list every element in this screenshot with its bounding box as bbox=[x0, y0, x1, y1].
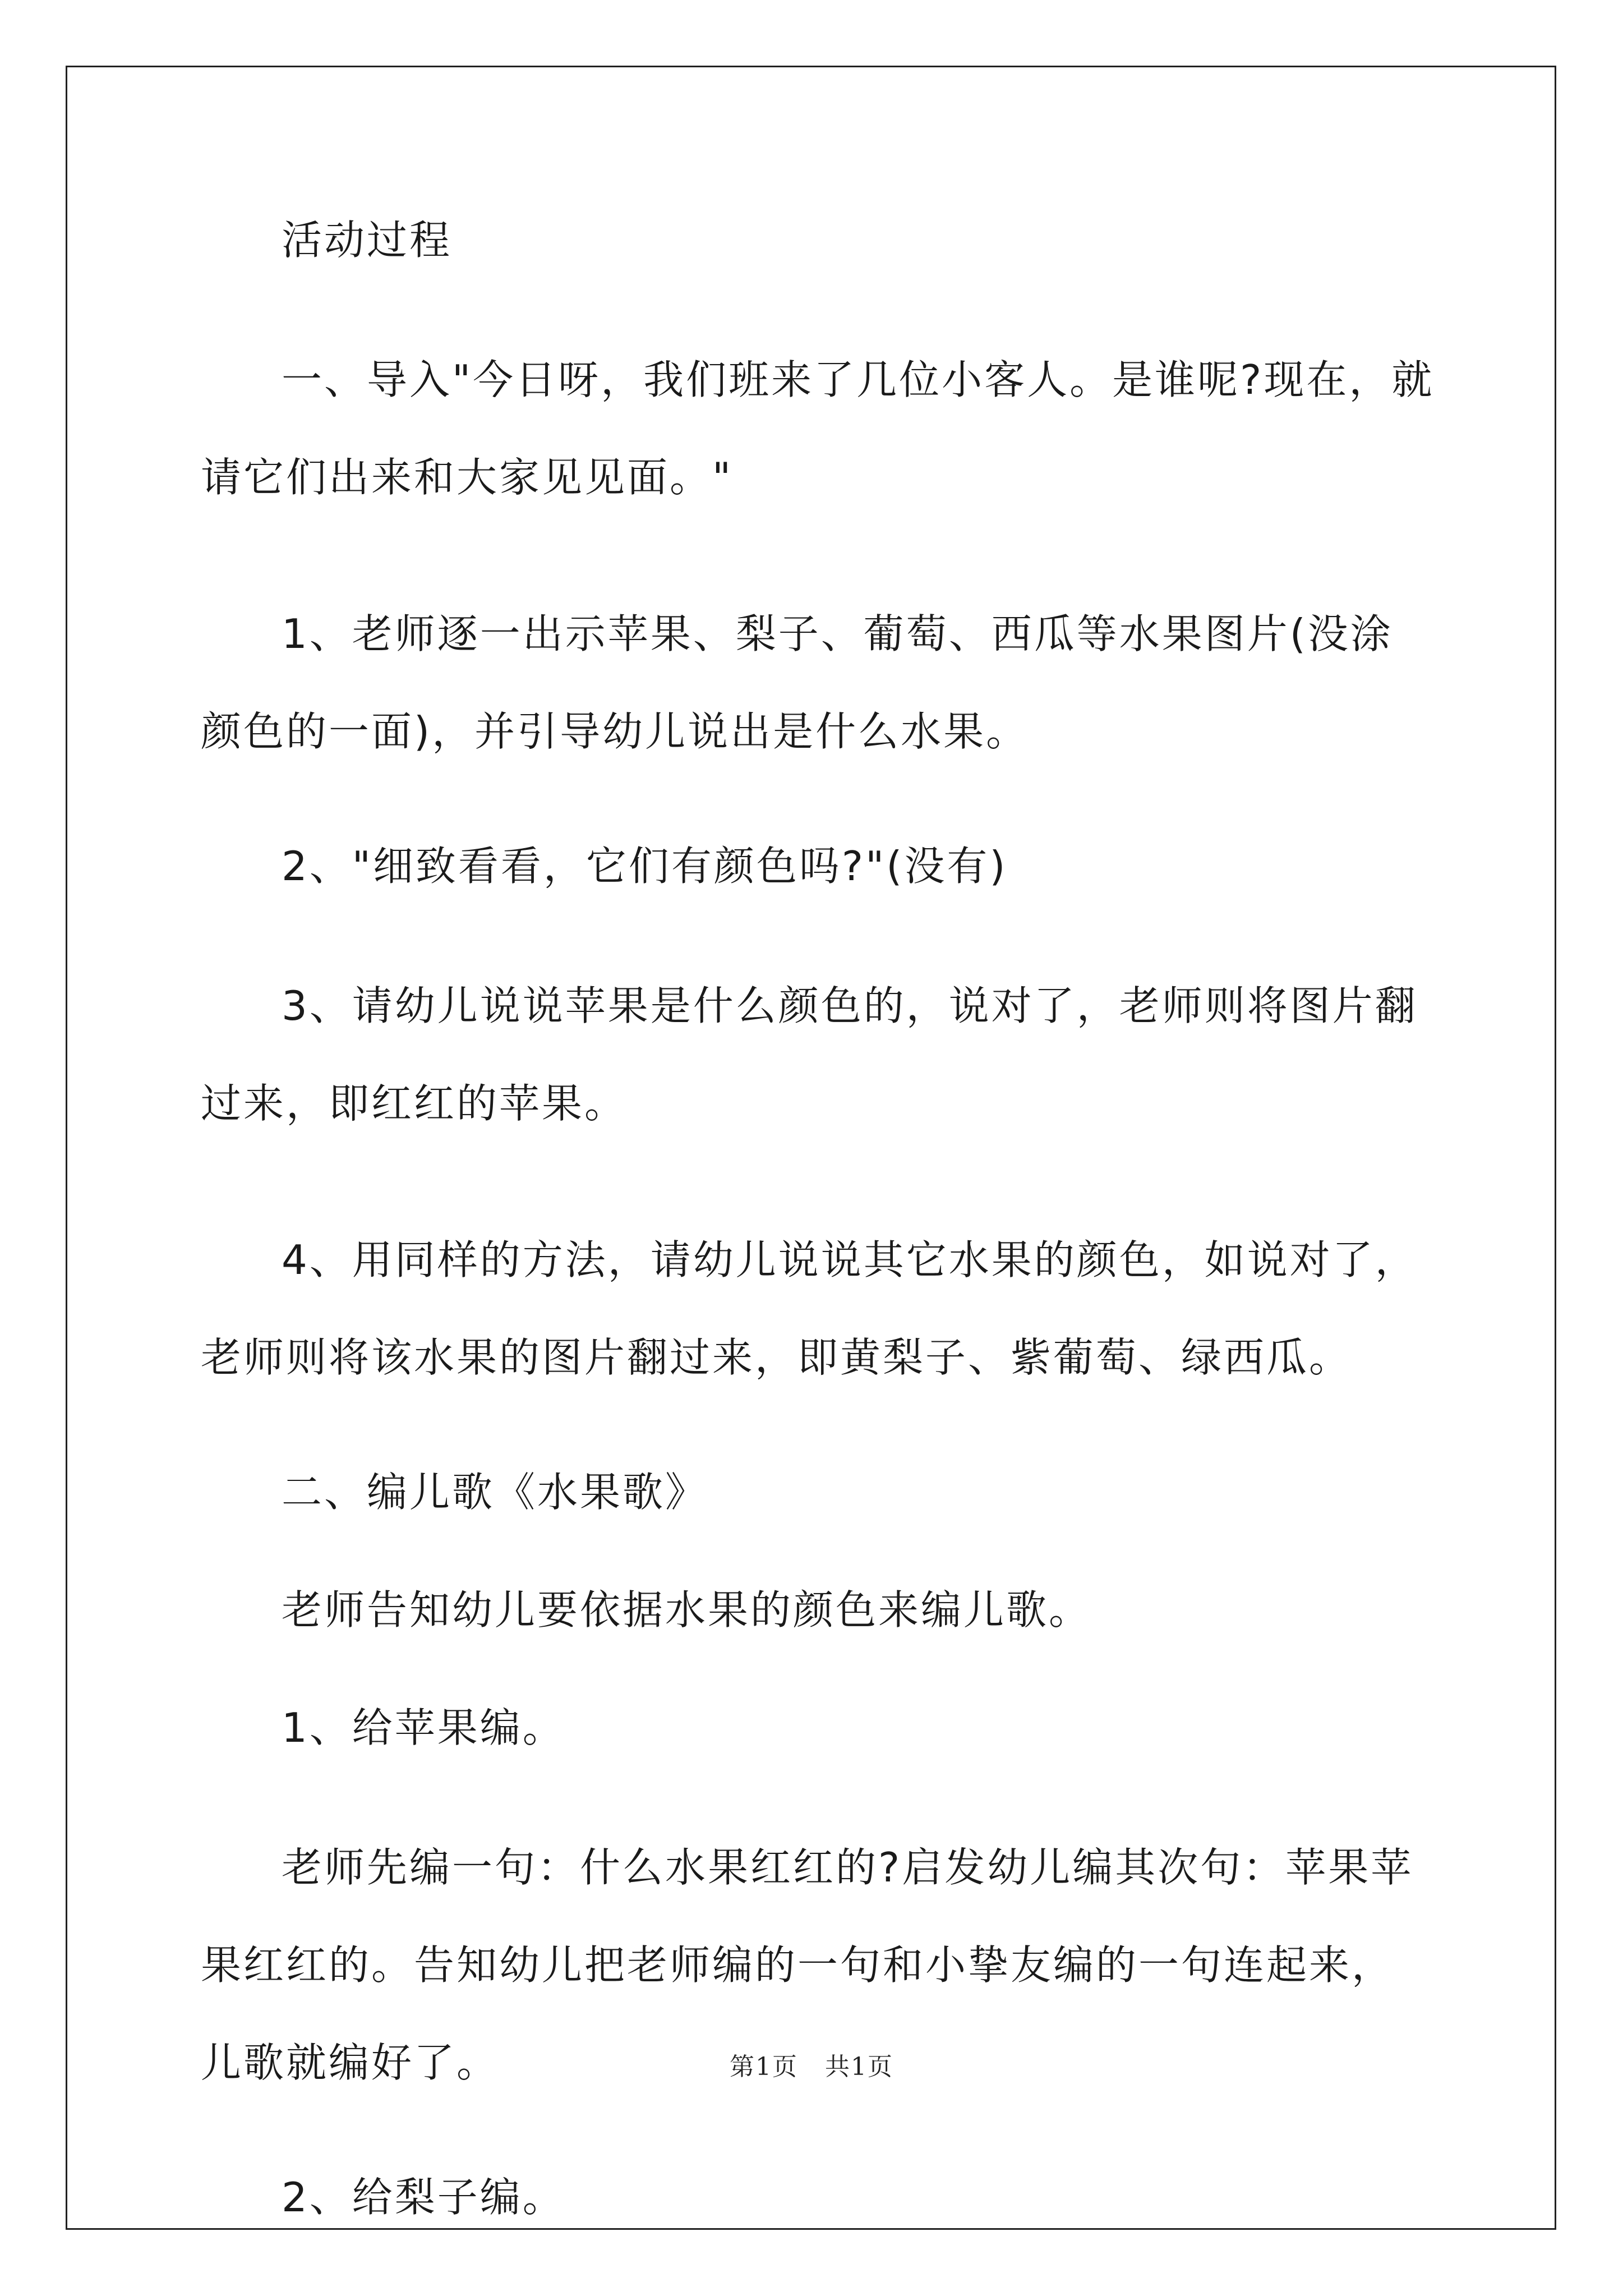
paragraph: 2、"细致看看，它们有颜色吗?"(没有) bbox=[282, 843, 1008, 890]
section-heading: 二、编儿歌《水果歌》 bbox=[282, 1469, 708, 1516]
paragraph: 3、请幼儿说说苹果是什么颜色的，说对了，老师则将图片翻过来，即红红的苹果。 bbox=[201, 982, 1418, 1127]
section-heading: 活动过程 bbox=[282, 217, 453, 264]
page-total: 共1页 bbox=[825, 2053, 893, 2081]
paragraph: 老师先编一句：什么水果红红的?启发幼儿编其次句：苹果苹果红红的。告知幼儿把老师编的一句和小挚友编的一句连起来，儿歌就编好了。 bbox=[201, 1844, 1414, 2086]
paragraph: 4、用同样的方法，请幼儿说说其它水果的颜色，如说对了，老师则将该水果的图片翻过来，即黄梨子、紫葡萄、绿西瓜。 bbox=[201, 1236, 1418, 1381]
page-footer bbox=[0, 2046, 1623, 2082]
document-body bbox=[201, 213, 1435, 2288]
paragraph: 1、给苹果编。 bbox=[282, 1704, 565, 1751]
paragraph: 1、老师逐一出示苹果、梨子、葡萄、西瓜等水果图片(没涂颜色的一面)，并引导幼儿说出是什么水果。 bbox=[201, 610, 1393, 755]
paragraph: 一、导入"今日呀，我们班来了几位小客人。是谁呢?现在，就请它们出来和大家见见面。" bbox=[201, 356, 1435, 501]
paragraph: 老师告知幼儿要依据水果的颜色来编儿歌。 bbox=[282, 1586, 1092, 1634]
page-number: 第1页 bbox=[730, 2053, 798, 2081]
paragraph: 2、给梨子编。 bbox=[282, 2174, 565, 2221]
